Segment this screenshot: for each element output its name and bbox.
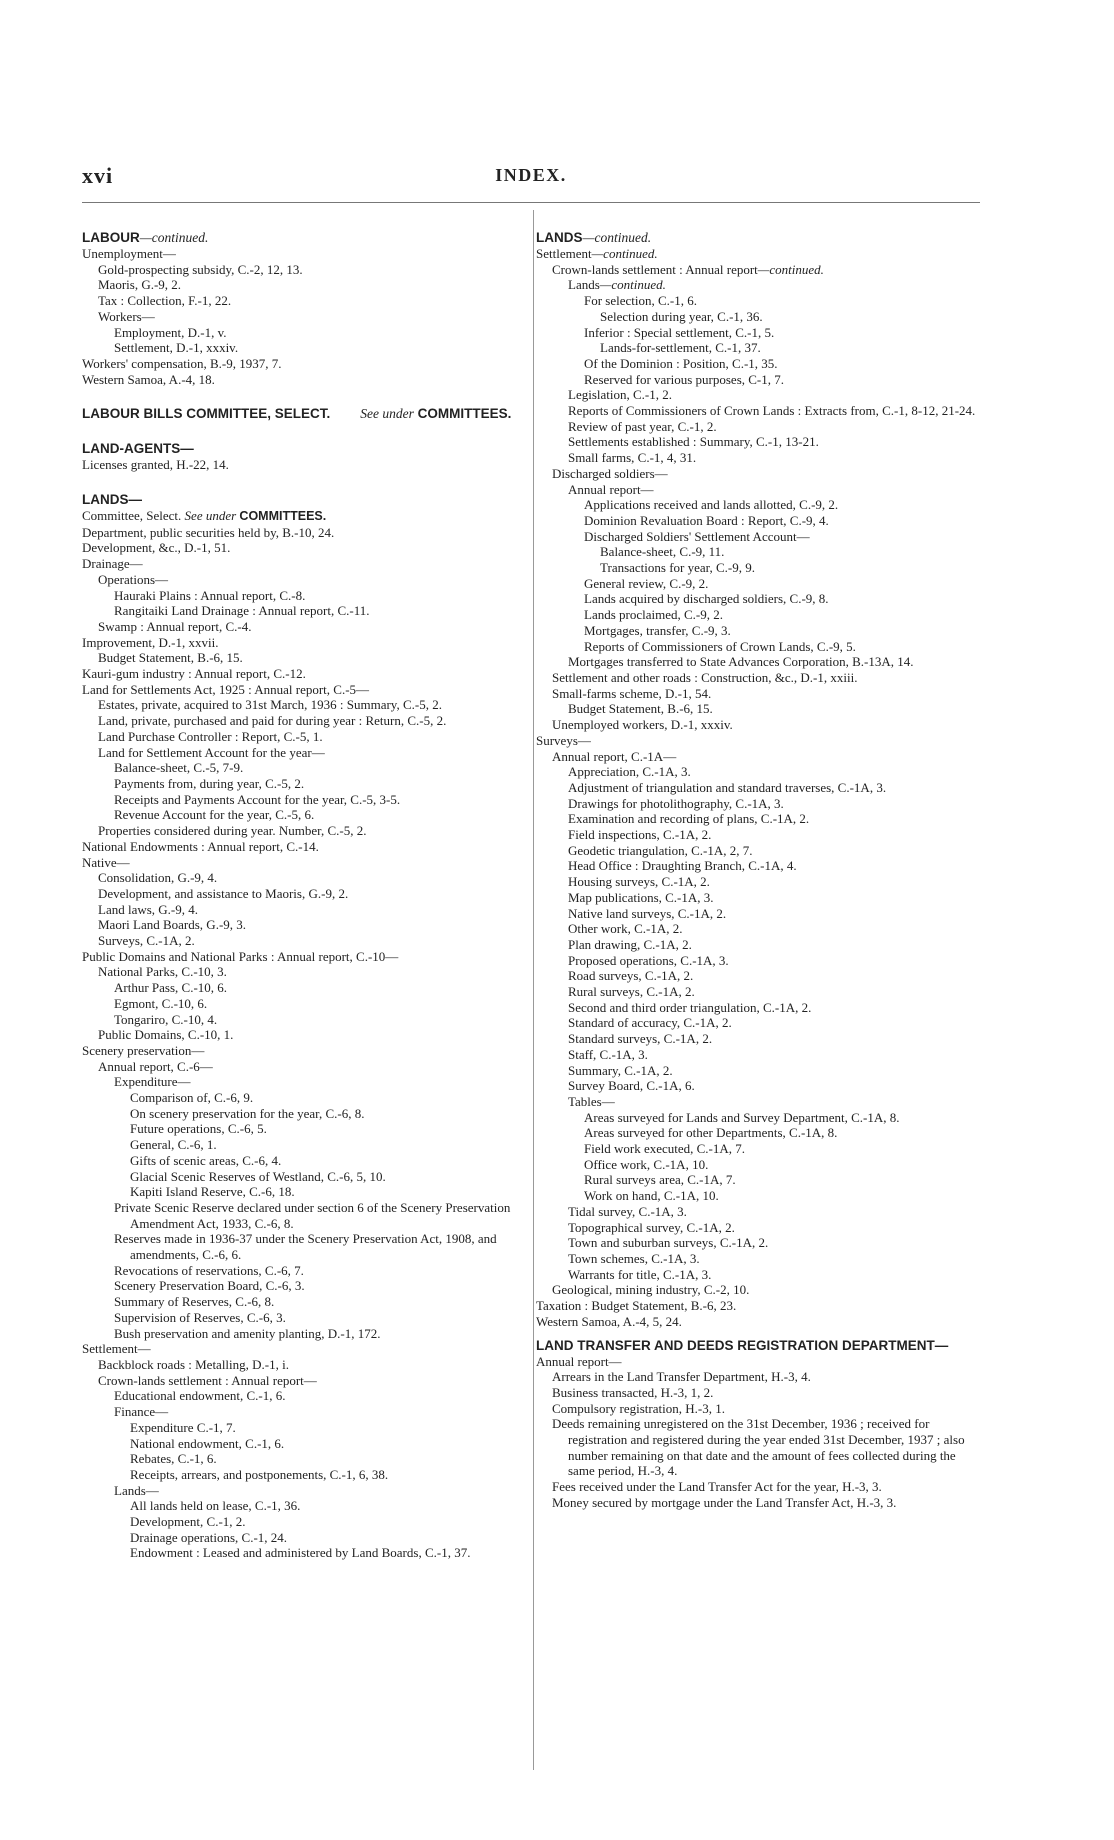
index-entry: Maori Land Boards, G.-9, 3. <box>98 917 247 933</box>
index-entry: Surveys, C.-1A, 2. <box>98 933 195 949</box>
index-entry: Inferior : Special settlement, C.-1, 5. <box>584 324 775 340</box>
index-entry: Lands— <box>114 1482 159 1498</box>
index-entry: Road surveys, C.-1A, 2. <box>568 968 694 984</box>
index-entry: Drainage operations, C.-1, 24. <box>130 1529 288 1545</box>
index-entry: Fees received under the Land Transfer Act for the year, H.-3, 3. <box>552 1479 882 1495</box>
index-entry: Lands proclaimed, C.-9, 2. <box>584 607 723 623</box>
index-entry: Applications received and lands allotted, C.-9, 2. <box>584 497 839 513</box>
page-title: INDEX. <box>495 165 567 185</box>
index-entry: Field inspections, C.-1A, 2. <box>568 827 712 843</box>
index-entry: Areas surveyed for Lands and Survey Department, C.-1A, 8. <box>584 1109 900 1125</box>
column-divider <box>533 210 534 1770</box>
index-entry: Land laws, G.-9, 4. <box>98 901 199 917</box>
index-entry: Maoris, G.-9, 2. <box>98 277 182 293</box>
index-entry: Standard of accuracy, C.-1A, 2. <box>568 1015 732 1031</box>
page-number: xvi <box>82 163 114 188</box>
index-entry: Committee, Select. See under COMMITTEES. <box>82 508 327 524</box>
index-entry: Workers' compensation, B.-9, 1937, 7. <box>82 355 282 371</box>
index-entry: Reports of Commissioners of Crown Lands, C.-9, 5. <box>584 638 856 654</box>
index-entry: Summary, C.-1A, 2. <box>568 1062 673 1078</box>
index-entry: Land Purchase Controller : Report, C.-5, 1. <box>98 728 323 744</box>
index-entry: Discharged soldiers— <box>552 465 668 481</box>
index-entry: Tax : Collection, F.-1, 22. <box>98 293 232 309</box>
index-entry: Estates, private, acquired to 31st March, 1936 : Summary, C.-5, 2. <box>98 697 442 713</box>
index-entry: Rural surveys, C.-1A, 2. <box>568 984 695 1000</box>
index-entry: Receipts and Payments Account for the year, C.-5, 3-5. <box>114 791 401 807</box>
index-entry: Operations— <box>98 571 169 587</box>
index-entry: Settlement—continued. <box>536 246 658 261</box>
index-entry: Areas surveyed for other Departments, C.-1A, 8. <box>584 1125 838 1141</box>
index-entry: Lands—continued. <box>568 277 666 293</box>
index-entry: Kauri-gum industry : Annual report, C.-12. <box>82 666 306 682</box>
index-entry: General, C.-6, 1. <box>130 1137 217 1153</box>
index-entry: Examination and recording of plans, C.-1A, 2. <box>568 811 810 827</box>
index-entry: Native land surveys, C.-1A, 2. <box>568 905 727 921</box>
index-entry: Employment, D.-1, v. <box>114 324 227 340</box>
index-entry: Western Samoa, A.-4, 18. <box>82 371 215 387</box>
index-entry: Licenses granted, H.-22, 14. <box>82 457 229 473</box>
index-entry: General review, C.-9, 2. <box>584 575 709 591</box>
index-entry: Deeds remaining unregistered on the 31st December, 1936 ; received for registration and registered during the year ended 31st December, 1937 ; also number remaining on that date and the amount of fees collected during the same period, H.-3, 4. <box>552 1416 965 1479</box>
index-entry: Summary of Reserves, C.-6, 8. <box>114 1294 275 1310</box>
index-entry: Survey Board, C.-1A, 6. <box>568 1078 695 1094</box>
index-entry: Drawings for photolithography, C.-1A, 3. <box>568 795 784 811</box>
index-entry: Development, and assistance to Maoris, G.-9, 2. <box>98 885 349 901</box>
index-entry: Balance-sheet, C.-9, 11. <box>600 544 725 560</box>
index-entry: Budget Statement, B.-6, 15. <box>568 701 713 717</box>
index-entry: Comparison of, C.-6, 9. <box>130 1090 254 1106</box>
index-entry: Expenditure C.-1, 7. <box>130 1419 236 1435</box>
index-entry: Annual report— <box>568 481 654 497</box>
index-entry: Head Office : Draughting Branch, C.-1A, 4. <box>568 858 797 874</box>
index-entry: Scenery Preservation Board, C.-6, 3. <box>114 1278 305 1294</box>
index-entry: Properties considered during year. Number, C.-5, 2. <box>98 823 367 839</box>
index-entry: Taxation : Budget Statement, B.-6, 23. <box>536 1298 737 1314</box>
index-entry: Small-farms scheme, D.-1, 54. <box>552 685 712 701</box>
index-entry: Development, C.-1, 2. <box>130 1514 246 1530</box>
index-entry: Finance— <box>114 1404 169 1420</box>
index-entry: Glacial Scenic Reserves of Westland, C.-6, 5, 10. <box>130 1168 386 1184</box>
index-entry: Receipts, arrears, and postponements, C.-1, 6, 38. <box>130 1466 389 1482</box>
index-entry: Budget Statement, B.-6, 15. <box>98 650 243 666</box>
index-entry: Kapiti Island Reserve, C.-6, 18. <box>130 1184 295 1200</box>
index-entry: Compulsory registration, H.-3, 1. <box>552 1400 725 1416</box>
index-entry: Geological, mining industry, C.-2, 10. <box>552 1282 750 1298</box>
index-entry: Western Samoa, A.-4, 5, 24. <box>536 1313 682 1329</box>
index-entry: Balance-sheet, C.-5, 7-9. <box>114 760 244 776</box>
index-entry: Swamp : Annual report, C.-4. <box>98 618 252 634</box>
index-entry: Staff, C.-1A, 3. <box>568 1046 648 1062</box>
entry-heading: LAND TRANSFER AND DEEDS REGISTRATION DEPARTMENT— <box>536 1337 949 1353</box>
index-entry: On scenery preservation for the year, C.-6, 8. <box>130 1105 365 1121</box>
index-entry: Geodetic triangulation, C.-1A, 2, 7. <box>568 842 753 858</box>
index-entry: Annual report— <box>536 1353 622 1369</box>
index-entry: Supervision of Reserves, C.-6, 3. <box>114 1309 286 1325</box>
index-entry: Rangitaiki Land Drainage : Annual report, C.-11. <box>114 603 370 619</box>
index-entry: All lands held on lease, C.-1, 36. <box>130 1498 301 1514</box>
index-entry: Workers— <box>98 308 155 324</box>
index-entry: Housing surveys, C.-1A, 2. <box>568 874 710 890</box>
index-entry: Selection during year, C.-1, 36. <box>600 308 763 324</box>
index-entry: Surveys— <box>536 732 591 748</box>
entry-heading: LAND-AGENTS— <box>82 441 194 457</box>
index-entry: Review of past year, C.-1, 2. <box>568 418 717 434</box>
index-entry: Mortgages, transfer, C.-9, 3. <box>584 622 731 638</box>
index-entry: Expenditure— <box>114 1074 191 1090</box>
index-entry: National Endowments : Annual report, C.-14. <box>82 838 319 854</box>
index-entry: Unemployed workers, D.-1, xxxiv. <box>552 717 733 733</box>
index-entry: Standard surveys, C.-1A, 2. <box>568 1031 713 1047</box>
index-entry: Improvement, D.-1, xxvii. <box>82 634 219 650</box>
index-entry: Revenue Account for the year, C.-5, 6. <box>114 807 315 823</box>
index-entry: Business transacted, H.-3, 1, 2. <box>552 1384 714 1400</box>
index-entry: Reports of Commissioners of Crown Lands : Extracts from, C.-1, 8-12, 21-24. <box>568 403 976 419</box>
right-column <box>536 230 980 1511</box>
index-entry: Rural surveys area, C.-1A, 7. <box>584 1172 736 1188</box>
index-entry: Legislation, C.-1, 2. <box>568 387 672 403</box>
index-entry: Gold-prospecting subsidy, C.-2, 12, 13. <box>98 261 303 277</box>
index-entry: Land for Settlement Account for the year— <box>98 744 325 760</box>
index-entry: Money secured by mortgage under the Land Transfer Act, H.-3, 3. <box>552 1494 897 1510</box>
index-entry: Annual report, C.-6— <box>98 1058 213 1074</box>
index-entry: Tidal survey, C.-1A, 3. <box>568 1203 687 1219</box>
index-entry: Rebates, C.-1, 6. <box>130 1451 217 1467</box>
index-entry: Lands-for-settlement, C.-1, 37. <box>600 340 761 356</box>
entry-heading: LABOUR BILLS COMMITTEE, SELECT. See under COMMITTEES. <box>82 406 512 422</box>
index-entry: Small farms, C.-1, 4, 31. <box>568 450 697 466</box>
entry-heading: LABOUR—continued. <box>82 230 209 245</box>
index-entry: Payments from, during year, C.-5, 2. <box>114 775 305 791</box>
index-entry: Drainage— <box>82 556 143 572</box>
index-entry: Scenery preservation— <box>82 1042 205 1058</box>
index-entry: Settlement, D.-1, xxxiv. <box>114 340 239 356</box>
index-entry: Appreciation, C.-1A, 3. <box>568 764 691 780</box>
index-entry: Proposed operations, C.-1A, 3. <box>568 952 729 968</box>
index-entry: Settlement and other roads : Construction, &c., D.-1, xxiii. <box>552 669 858 685</box>
index-entry: Reserved for various purposes, C-1, 7. <box>584 371 785 387</box>
index-entry: Consolidation, G.-9, 4. <box>98 870 218 886</box>
index-entry: Mortgages transferred to State Advances Corporation, B.-13A, 14. <box>568 654 914 670</box>
index-entry: Bush preservation and amenity planting, D.-1, 172. <box>114 1325 381 1341</box>
index-entry: Office work, C.-1A, 10. <box>584 1156 709 1172</box>
index-entry: Egmont, C.-10, 6. <box>114 995 208 1011</box>
index-entry: Private Scenic Reserve declared under section 6 of the Scenery Preservation Amendment Act, 1933, C.-6, 8. <box>114 1199 511 1231</box>
index-entry: Revocations of reservations, C.-6, 7. <box>114 1262 304 1278</box>
index-entry: Town schemes, C.-1A, 3. <box>568 1251 700 1266</box>
index-entry: Field work executed, C.-1A, 7. <box>584 1141 746 1157</box>
index-entry: Department, public securities held by, B.-10, 24. <box>82 524 335 540</box>
page-header <box>82 163 980 189</box>
index-entry: Public Domains and National Parks : Annual report, C.-10— <box>82 948 399 964</box>
index-entry: Work on hand, C.-1A, 10. <box>584 1188 719 1204</box>
index-entry: For selection, C.-1, 6. <box>584 293 698 309</box>
index-entry: Settlement— <box>82 1341 151 1357</box>
index-entry: Gifts of scenic areas, C.-6, 4. <box>130 1152 282 1168</box>
index-entry: Land, private, purchased and paid for during year : Return, C.-5, 2. <box>98 713 447 729</box>
index-entry: Future operations, C.-6, 5. <box>130 1121 267 1137</box>
index-entry: National Parks, C.-10, 3. <box>98 964 227 980</box>
index-entry: Crown-lands settlement : Annual report— <box>98 1372 317 1388</box>
index-entry: Land for Settlements Act, 1925 : Annual report, C.-5— <box>82 681 370 697</box>
entry-heading: LANDS—continued. <box>536 230 652 245</box>
index-entry: Unemployment— <box>82 246 176 261</box>
index-entry: Adjustment of triangulation and standard traverses, C.-1A, 3. <box>568 779 887 795</box>
index-entry: Warrants for title, C.-1A, 3. <box>568 1266 712 1282</box>
index-entry: Dominion Revaluation Board : Report, C.-9, 4. <box>584 512 829 528</box>
index-entry: Reserves made in 1936-37 under the Scenery Preservation Act, 1908, and amendments, C.-6, 6. <box>114 1231 497 1263</box>
header-rule <box>82 202 980 203</box>
index-entry: Topographical survey, C.-1A, 2. <box>568 1219 735 1235</box>
index-entry: Discharged Soldiers' Settlement Account— <box>584 528 810 544</box>
index-entry: Settlements established : Summary, C.-1, 13-21. <box>568 434 819 450</box>
index-entry: Of the Dominion : Position, C.-1, 35. <box>584 355 778 371</box>
index-entry: Plan drawing, C.-1A, 2. <box>568 936 692 952</box>
index-entry: Arrears in the Land Transfer Department, H.-3, 4. <box>552 1369 811 1385</box>
index-entry: Tables— <box>568 1093 615 1109</box>
index-entry: Educational endowment, C.-1, 6. <box>114 1388 286 1404</box>
index-entry: Endowment : Leased and administered by Land Boards, C.-1, 37. <box>130 1545 471 1561</box>
index-entry: Other work, C.-1A, 2. <box>568 921 683 937</box>
index-entry: Public Domains, C.-10, 1. <box>98 1027 234 1043</box>
index-entry: Crown-lands settlement : Annual report—continued. <box>552 261 824 277</box>
index-entry: National endowment, C.-1, 6. <box>130 1435 285 1451</box>
index-entry: Hauraki Plains : Annual report, C.-8. <box>114 587 306 603</box>
index-entry: Backblock roads : Metalling, D.-1, i. <box>98 1357 289 1372</box>
index-entry: Arthur Pass, C.-10, 6. <box>114 980 228 996</box>
index-entry: Map publications, C.-1A, 3. <box>568 889 714 905</box>
index-entry: Native— <box>82 854 130 870</box>
index-entry: Second and third order triangulation, C.-1A, 2. <box>568 999 812 1015</box>
index-entry: Tongariro, C.-10, 4. <box>114 1011 218 1027</box>
left-column <box>82 230 522 1561</box>
index-entry: Lands acquired by discharged soldiers, C.-9, 8. <box>584 591 829 607</box>
index-entry: Annual report, C.-1A— <box>552 748 677 764</box>
index-entry: Transactions for year, C.-9, 9. <box>600 560 755 576</box>
index-entry: Development, &c., D.-1, 51. <box>82 540 231 556</box>
entry-heading: LANDS— <box>82 492 142 508</box>
index-entry: Town and suburban surveys, C.-1A, 2. <box>568 1235 769 1251</box>
